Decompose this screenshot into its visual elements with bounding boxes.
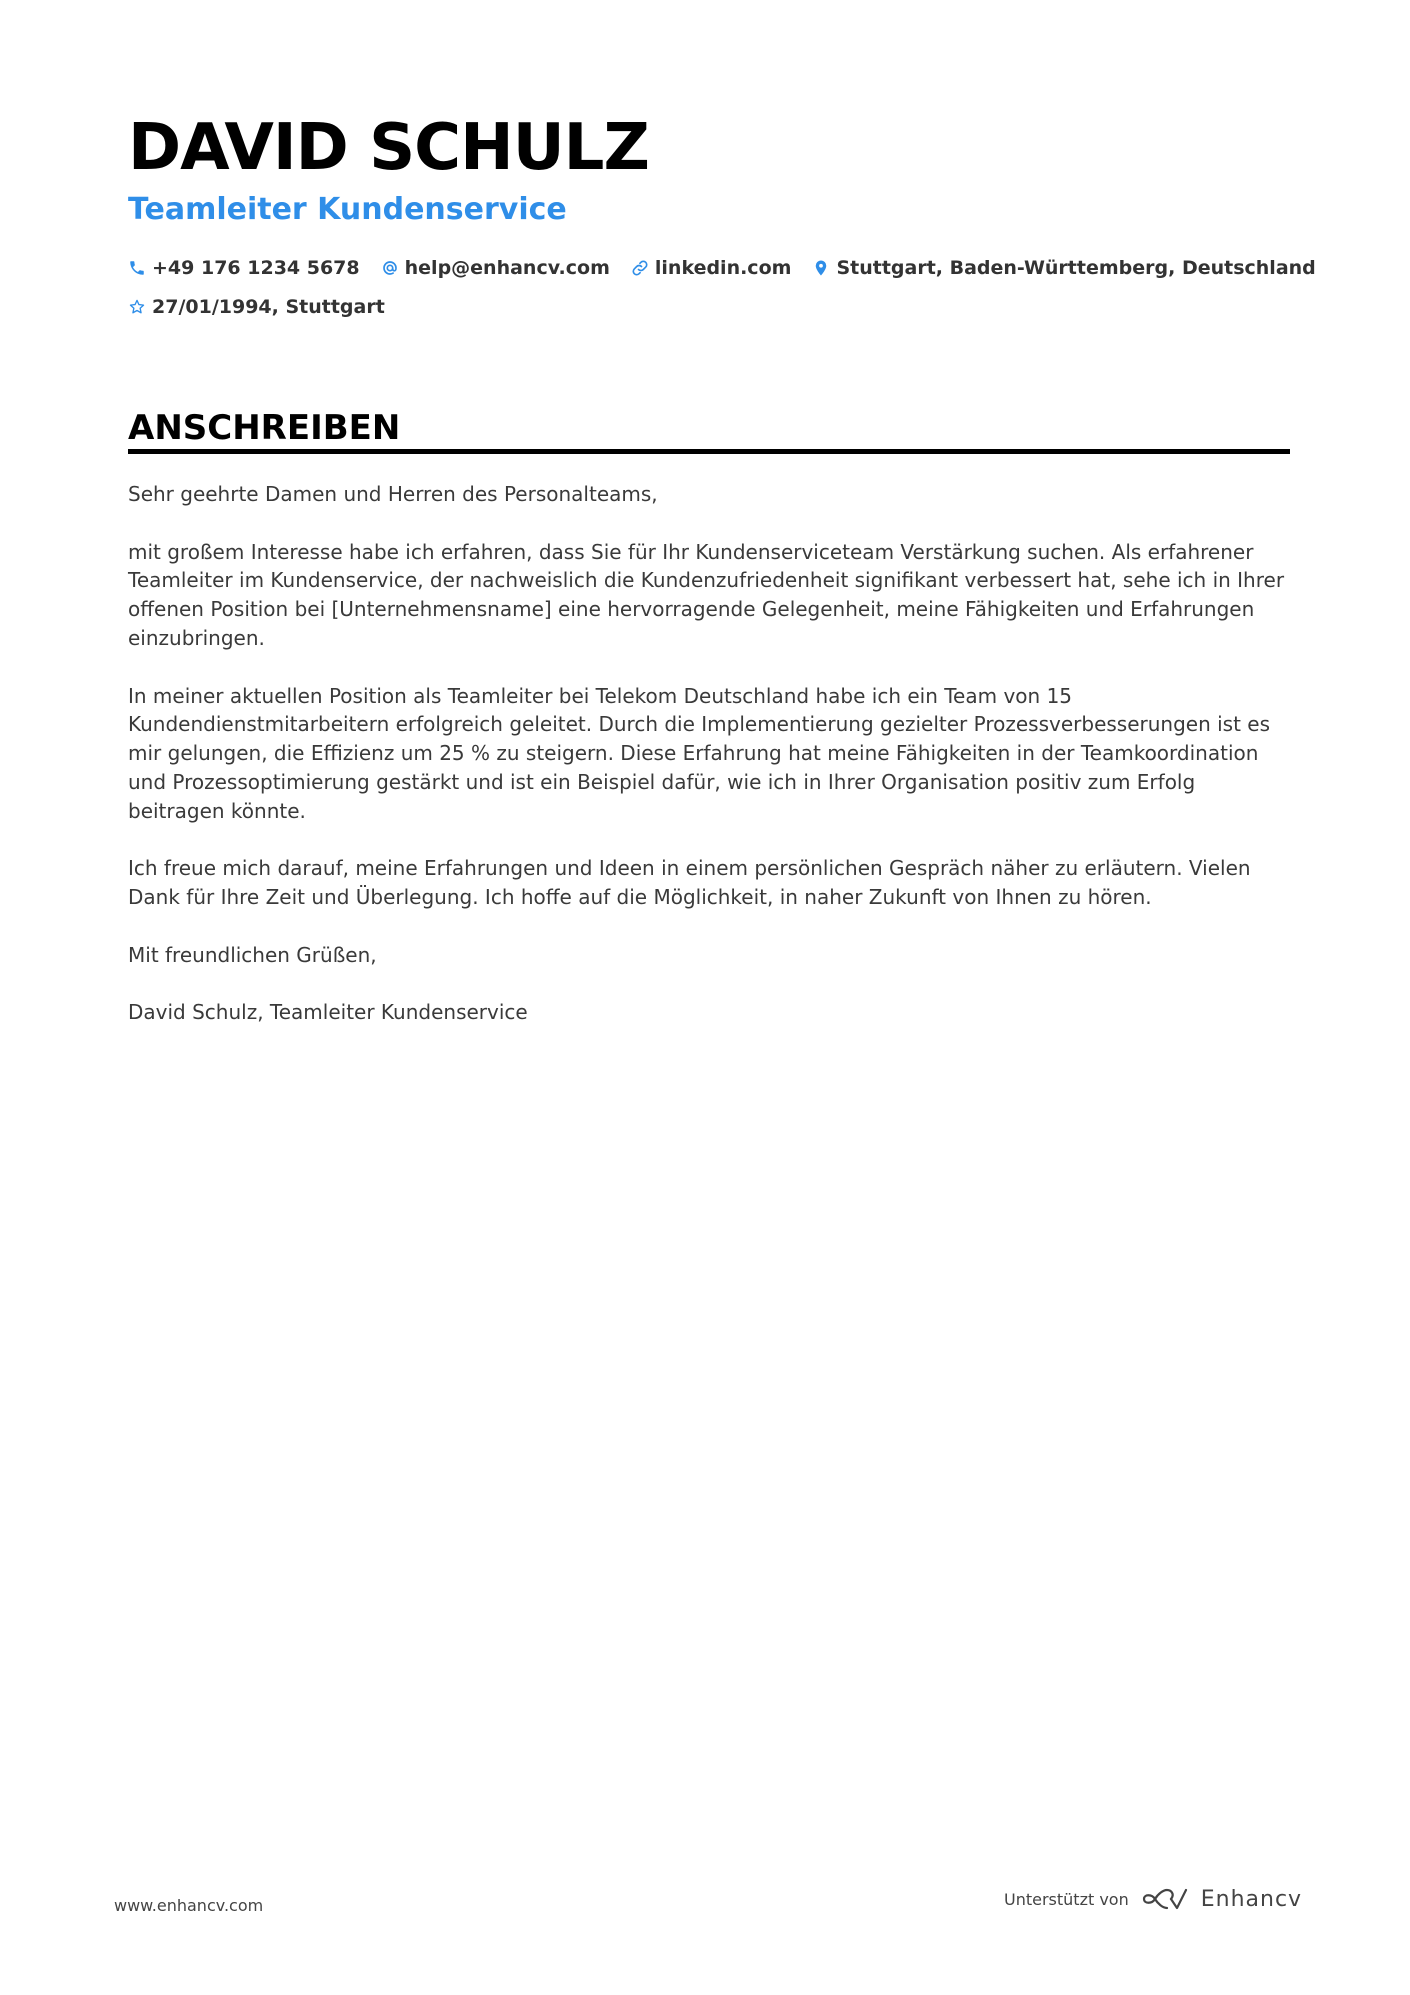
contact-birth-text: 27/01/1994, Stuttgart — [152, 296, 385, 318]
footer-website[interactable]: www.enhancv.com — [114, 1896, 264, 1915]
contact-email-text[interactable]: help@enhancv.com — [404, 257, 610, 279]
footer-branding[interactable] — [1004, 1886, 1302, 1912]
section-divider — [128, 449, 1290, 454]
contact-row-secondary — [128, 291, 406, 323]
letter-paragraph: mit großem Interesse habe ich erfahren, dass Sie für Ihr Kundenserviceteam Verstärkung suchen. Als erfahrener Teamleiter im Kundenservice, der nachweislich die Kundenzufriedenheit signifikant verbessert hat, sehe ich in Ihrer offenen Position bei [Unternehmensname] eine hervorragende Gelegenheit, meine Fähigkeiten und Erfahrungen einzubringen. — [128, 539, 1285, 650]
candidate-name: DAVID SCHULZ — [128, 111, 649, 185]
contact-phone — [128, 252, 360, 284]
brand-name: Enhancv — [1200, 1886, 1303, 1912]
contact-email[interactable] — [381, 252, 610, 284]
contact-birth — [128, 291, 385, 323]
contact-linkedin-text[interactable]: linkedin.com — [654, 257, 792, 279]
contact-row — [128, 252, 1337, 284]
letter-salutation: Sehr geehrte Damen und Herren des Personalteams, — [128, 482, 658, 506]
contact-location-text: Stuttgart, Baden-Württemberg, Deutschland — [836, 257, 1316, 279]
phone-icon — [128, 259, 146, 277]
contact-phone-text: +49 176 1234 5678 — [152, 257, 360, 279]
candidate-role: Teamleiter Kundenservice — [128, 192, 567, 227]
letter-signature: David Schulz, Teamleiter Kundenservice — [128, 1000, 528, 1025]
letter-body — [128, 480, 1293, 1056]
letter-closing: Mit freundlichen Grüßen, — [128, 942, 377, 967]
map-pin-icon — [812, 259, 830, 277]
link-icon — [631, 259, 649, 277]
powered-by-label: Unterstützt von — [1004, 1889, 1129, 1909]
letter-paragraph: In meiner aktuellen Position als Teamleiter bei Telekom Deutschland habe ich ein Team von 15 Kundendienstmitarbeitern erfolgreich geleitet. Durch die Implementierung gezielter Prozessverbesserungen ist es mir gelungen, die Effizienz um 25 % zu steigern. Diese Erfahrung hat meine Fähigkeiten in der Teamkoordination und Prozessoptimierung gestärkt und ist ein Beispiel dafür, wie ich in Ihrer Organisation positiv zum Erfolg beitragen könnte. — [128, 683, 1271, 823]
star-icon — [128, 298, 146, 316]
section-title: ANSCHREIBEN — [128, 408, 401, 448]
letter-paragraph: Ich freue mich darauf, meine Erfahrungen und Ideen in einem persönlichen Gespräch näher zu erläutern. Vielen Dank für Ihre Zeit und Überlegung. Ich hoffe auf die Möglichkeit, in naher Zukunft von Ihnen zu hören. — [128, 856, 1251, 910]
at-icon — [381, 259, 399, 277]
enhancv-logo-icon — [1141, 1886, 1189, 1912]
contact-linkedin[interactable] — [631, 252, 792, 284]
contact-location — [812, 252, 1315, 284]
